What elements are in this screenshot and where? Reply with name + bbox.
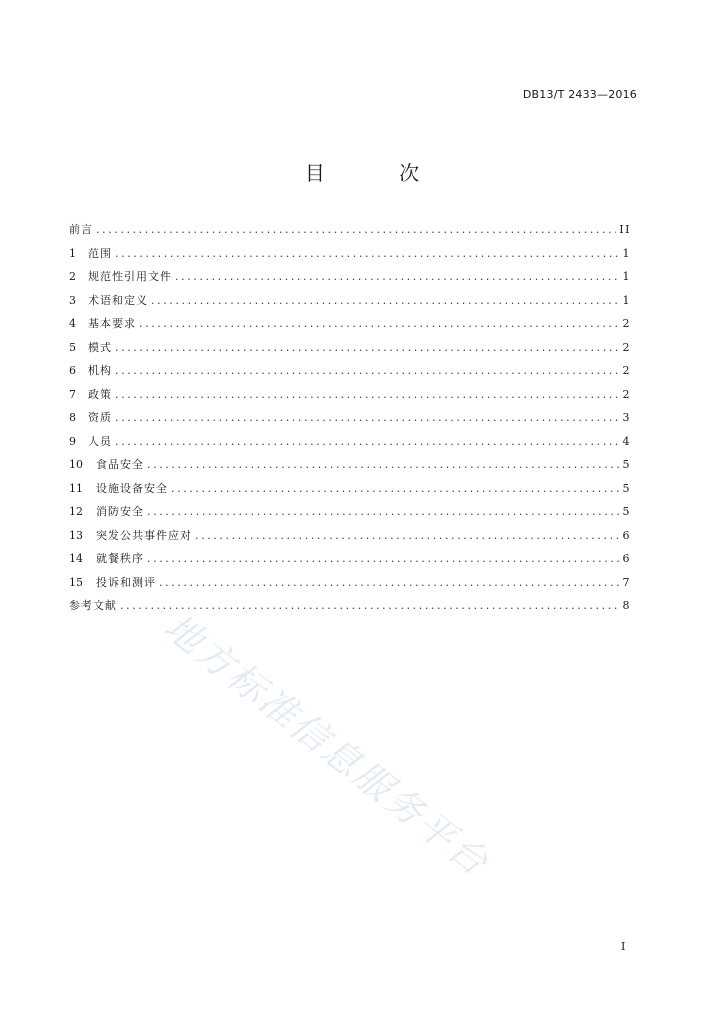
toc-section-title: 投诉和测评 (96, 575, 156, 589)
toc-leader-dots (115, 359, 620, 383)
toc-page-number: 2 (622, 317, 631, 330)
toc-row[interactable] (69, 453, 631, 477)
toc-leader-dots (151, 289, 620, 313)
toc-section-title: 突发公共事件应对 (96, 528, 192, 542)
toc-leader-dots (139, 312, 620, 336)
toc-page-number: 6 (622, 552, 631, 565)
toc-section-title: 消防安全 (96, 505, 144, 518)
toc-leader-dots (159, 571, 620, 595)
toc-title: 目 次 (304, 161, 454, 185)
toc-section-title: 食品安全 (96, 458, 144, 471)
toc-row[interactable] (69, 289, 631, 313)
toc-section-title: 就餐秩序 (96, 552, 144, 565)
toc-row[interactable] (69, 383, 631, 407)
toc-row[interactable] (69, 571, 631, 595)
toc-row[interactable] (69, 406, 631, 430)
toc-row[interactable] (69, 547, 631, 571)
toc-section-title: 前言 (69, 223, 93, 236)
toc-leader-dots (120, 594, 620, 618)
toc-row[interactable] (69, 265, 631, 289)
toc-section-title: 设施设备安全 (96, 481, 168, 495)
toc-section-number: 14 (69, 552, 83, 565)
toc-section-number: 9 (69, 434, 76, 448)
toc-section-number: 6 (69, 364, 76, 377)
toc-page-number: 1 (622, 293, 631, 307)
toc-page-number: 3 (622, 411, 631, 424)
toc-section-title: 范围 (88, 246, 112, 260)
toc-page-number: 6 (622, 528, 631, 542)
document-code: DB13/T 2433—2016 (522, 88, 637, 101)
toc-section-number: 15 (69, 575, 83, 589)
toc-section-title: 模式 (88, 340, 112, 354)
toc-section-title: 政策 (88, 387, 112, 401)
toc-leader-dots (147, 547, 620, 571)
toc-leader-dots (195, 524, 620, 548)
toc-section-title: 人员 (88, 434, 112, 448)
toc-page-number: 5 (622, 505, 631, 518)
toc-section-number: 8 (69, 411, 76, 424)
toc-row[interactable] (69, 524, 631, 548)
toc-leader-dots (175, 265, 620, 289)
toc-section-title: 基本要求 (88, 317, 136, 330)
toc-section-number: 5 (69, 340, 76, 354)
toc-row[interactable] (69, 500, 631, 524)
page-number: I (621, 940, 626, 953)
toc-page-number: 1 (622, 270, 631, 283)
toc-page-number: 2 (622, 387, 631, 401)
toc-row[interactable] (69, 312, 631, 336)
toc-page-number: 8 (622, 599, 631, 612)
toc-page-number: 4 (622, 434, 631, 448)
toc-leader-dots (115, 430, 620, 454)
toc-section-number: 10 (69, 458, 83, 471)
toc-row[interactable] (69, 430, 631, 454)
toc-section-number: 12 (69, 505, 83, 518)
toc-section-number: 11 (69, 481, 83, 495)
toc-page-number: 5 (622, 458, 631, 471)
toc-row[interactable] (69, 242, 631, 266)
toc-page-number: 5 (622, 481, 631, 495)
toc-page-number: 2 (622, 364, 631, 377)
toc-page-number: 7 (622, 575, 631, 589)
toc-section-number: 3 (69, 293, 76, 307)
toc-page-number: 2 (622, 340, 631, 354)
toc-leader-dots (147, 500, 620, 524)
toc-row[interactable] (69, 594, 631, 618)
watermark: 地方标准信息服务平台 (155, 605, 498, 886)
toc-leader-dots (115, 383, 620, 407)
toc-section-title: 术语和定义 (88, 293, 148, 307)
toc-leader-dots (147, 453, 620, 477)
toc-page-number: 1 (622, 246, 631, 260)
toc-section-number: 1 (69, 246, 76, 260)
toc-section-title: 规范性引用文件 (88, 270, 172, 283)
toc-row[interactable] (69, 477, 631, 501)
toc-section-title: 机构 (88, 364, 112, 377)
toc-leader-dots (115, 242, 620, 266)
toc-leader-dots (96, 218, 616, 242)
toc-page-number: II (619, 223, 631, 236)
toc-section-title: 资质 (88, 411, 112, 424)
table-of-contents (69, 218, 631, 618)
toc-section-number: 13 (69, 528, 83, 542)
toc-row[interactable] (69, 336, 631, 360)
toc-leader-dots (115, 336, 620, 360)
toc-section-title: 参考文献 (69, 599, 117, 612)
toc-row[interactable] (69, 218, 631, 242)
toc-section-number: 7 (69, 387, 76, 401)
toc-section-number: 4 (69, 317, 76, 330)
toc-leader-dots (171, 477, 620, 501)
toc-section-number: 2 (69, 270, 76, 283)
toc-row[interactable] (69, 359, 631, 383)
toc-leader-dots (115, 406, 620, 430)
